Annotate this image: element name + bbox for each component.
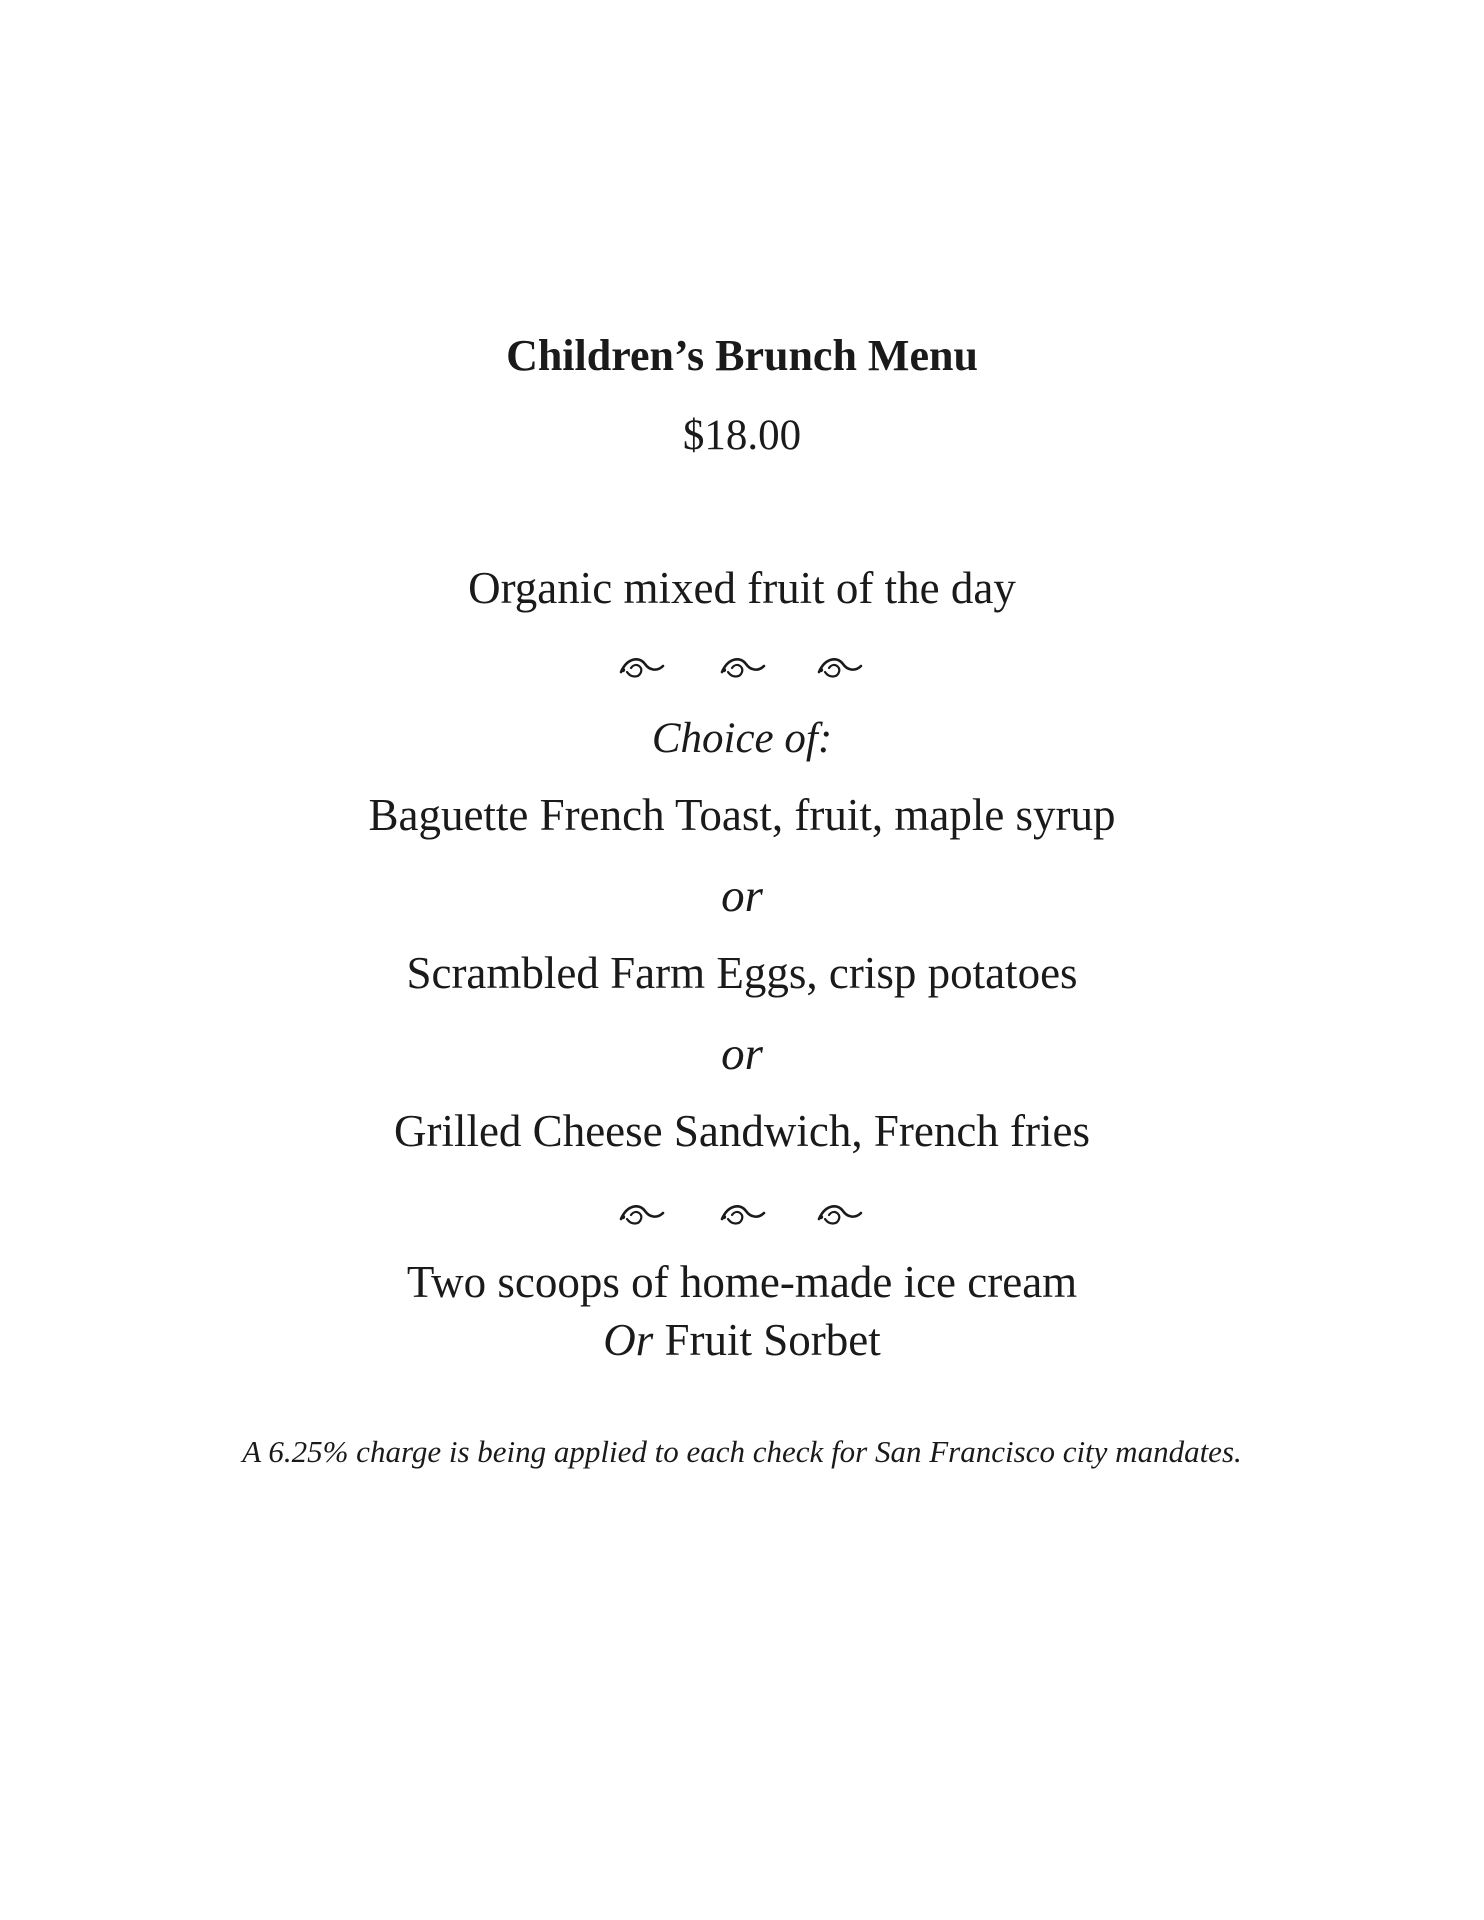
- fleuron-ornament-icon: [617, 648, 665, 682]
- dessert-alternative: [0, 1315, 1484, 1365]
- or-separator: or: [721, 870, 763, 922]
- menu-price: $18.00: [682, 412, 802, 459]
- fleuron-ornament-icon: [815, 648, 863, 682]
- starter-item: Organic mixed fruit of the day: [468, 563, 1016, 613]
- fleuron-ornament-icon: [718, 648, 766, 682]
- fleuron-ornament-icon: [815, 1195, 863, 1229]
- or-separator: or: [721, 1028, 763, 1080]
- main-item: Scrambled Farm Eggs, crisp potatoes: [406, 948, 1078, 998]
- ornament-divider: [0, 648, 1484, 688]
- menu-title: Children’s Brunch Menu: [506, 331, 978, 380]
- fleuron-ornament-icon: [718, 1195, 766, 1229]
- main-item: Baguette French Toast, fruit, maple syrup: [368, 790, 1116, 840]
- service-charge-note: A 6.25% charge is being applied to each check for San Francisco city mandates.: [242, 1434, 1242, 1469]
- ornament-divider: [0, 1195, 1484, 1235]
- dessert-item: Two scoops of home-made ice cream: [406, 1257, 1078, 1307]
- choice-label: Choice of:: [651, 715, 833, 762]
- dessert-sorbet: Fruit Sorbet: [664, 1315, 881, 1365]
- fleuron-ornament-icon: [617, 1195, 665, 1229]
- main-item: Grilled Cheese Sandwich, French fries: [393, 1106, 1091, 1156]
- dessert-or: Or: [603, 1315, 654, 1365]
